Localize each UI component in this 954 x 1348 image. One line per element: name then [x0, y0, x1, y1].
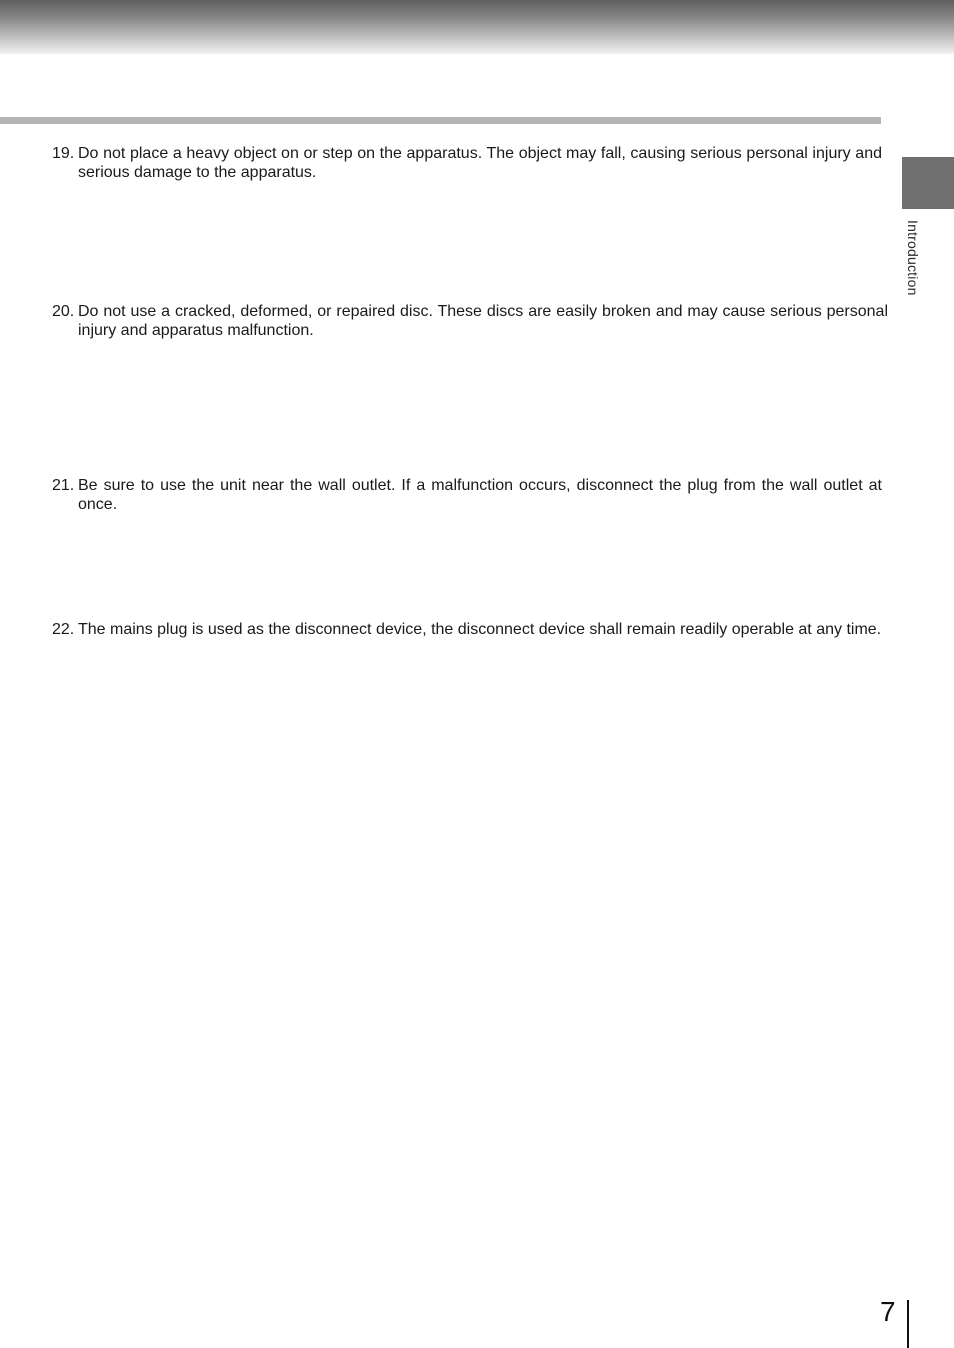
item-text: The mains plug is used as the disconnect device, the disconnect device shall remain readily operable at any time. — [78, 621, 882, 638]
header-rule — [0, 117, 881, 124]
item-text: Do not use a cracked, deformed, or repaired disc. These discs are easily broken and may cause serious personal injury and apparatus malfunction. — [78, 303, 888, 339]
item-number: 22. — [52, 621, 75, 638]
item-number: 20. — [52, 303, 75, 320]
header-gradient-band — [0, 0, 954, 54]
item-text: Be sure to use the unit near the wall outlet. If a malfunction occurs, disconnect the plug from the wall outlet at once. — [78, 477, 882, 513]
section-label: Introduction — [905, 220, 921, 296]
section-tab-marker — [902, 157, 954, 209]
item-text: Do not place a heavy object on or step on the apparatus. The object may fall, causing serious personal injury and serious damage to the apparatus. — [78, 145, 882, 181]
safety-item-22 — [52, 620, 882, 639]
item-number: 21. — [52, 477, 75, 494]
item-number: 19. — [52, 145, 75, 162]
page-number-rule — [907, 1300, 909, 1348]
safety-item-21 — [52, 476, 882, 514]
page-number: 7 — [880, 1296, 896, 1327]
safety-item-20 — [52, 302, 888, 340]
safety-item-19 — [52, 144, 882, 182]
